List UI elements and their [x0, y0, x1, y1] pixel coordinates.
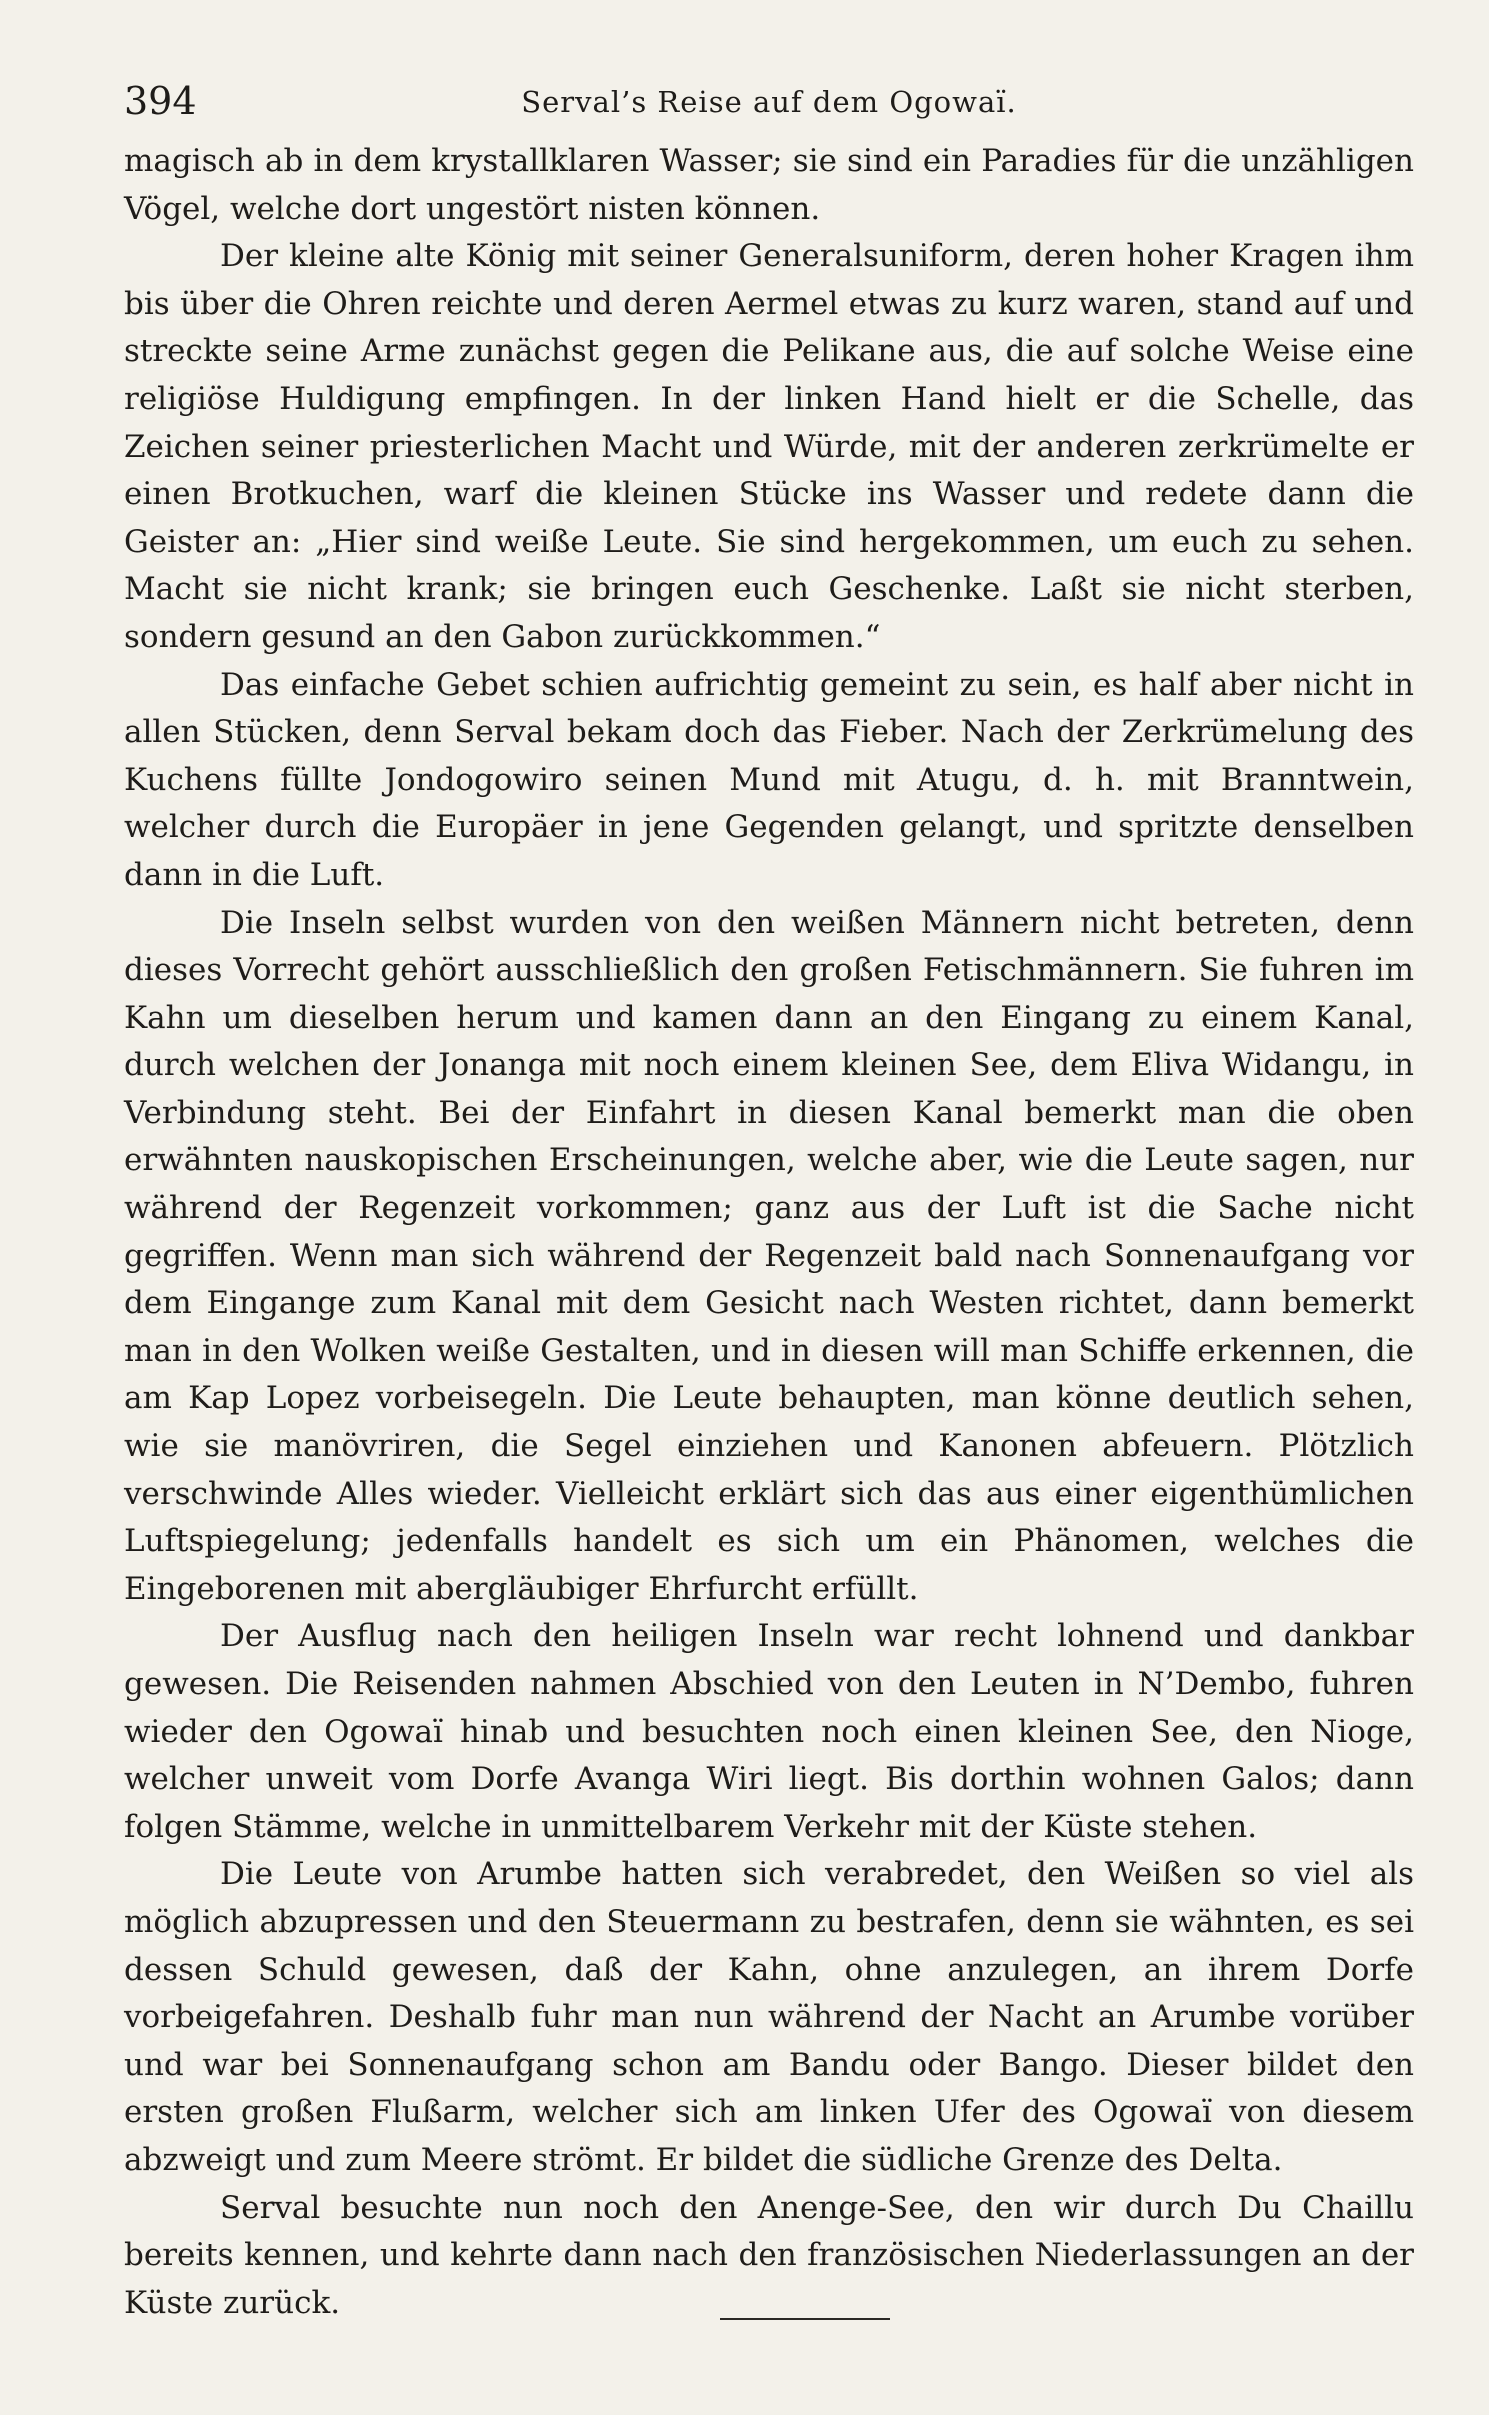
page-header	[124, 78, 1414, 124]
paragraph: Die Leute von Arumbe hatten sich verabredet, den Weißen so viel als möglich abzupressen und den Steuermann zu bestrafen, denn sie wähnten, es sei dessen Schuld gewesen, daß der Kahn, ohne anzulegen, an ihrem Dorfe vorbeigefahren. Deshalb fuhr man nun während der Nacht an Arumbe vorüber und war bei Sonnenaufgang schon am Bandu oder Bango. Dieser bildet den ersten großen Flußarm, welcher sich am linken Ufer des Ogowaï von diesem abzweigt und zum Meere strömt. Er bildet die südliche Grenze des Delta.	[124, 1856, 1414, 2178]
paragraph: Das einfache Gebet schien aufrichtig gemeint zu sein, es half aber nicht in allen Stücken, denn Serval bekam doch das Fieber. Nach der Zerkrümelung des Kuchens füllte Jondogowiro seinen Mund mit Atugu, d. h. mit Branntwein, welcher durch die Europäer in jene Gegenden gelangt, und spritzte denselben dann in die Luft.	[124, 666, 1414, 893]
paragraph: Die Inseln selbst wurden von den weißen Männern nicht betreten, denn dieses Vorrecht gehört ausschließlich den großen Fetischmännern. Sie fuhren im Kahn um dieselben herum und kamen dann an den Eingang zu einem Kanal, durch welchen der Jonanga mit noch einem kleinen See, dem Eliva Widangu, in Verbindung steht. Bei der Einfahrt in diesen Kanal bemerkt man die oben erwähnten nauskopischen Erscheinungen, welche aber, wie die Leute sagen, nur während der Regenzeit vorkommen; ganz aus der Luft ist die Sache nicht gegriffen. Wenn man sich während der Regenzeit bald nach Sonnenaufgang vor dem Eingange zum Kanal mit dem Gesicht nach Westen richtet, dann bemerkt man in den Wolken weiße Gestalten, und in diesen will man Schiffe erkennen, die am Kap Lopez vorbeisegeln. Die Leute behaupten, man könne deutlich sehen, wie sie manövriren, die Segel einziehen und Kanonen abfeuern. Plötzlich verschwinde Alles wieder. Vielleicht erklärt sich das aus einer eigenthümlichen Luftspiegelung; jedenfalls handelt es sich um ein Phänomen, welches die Eingeborenen mit abergläubiger Ehrfurcht erfüllt.	[124, 904, 1414, 1607]
book-page	[124, 78, 1414, 2327]
page-number: 394	[124, 79, 197, 123]
paragraph-continuation: magisch ab in dem krystallklaren Wasser; sie sind ein Paradies für die unzähligen Vögel, welche dort ungestört nisten können.	[124, 143, 1414, 227]
body-text	[124, 138, 1414, 2327]
paragraph: Der Ausflug nach den heiligen Inseln war recht lohnend und dankbar gewesen. Die Reisenden nahmen Abschied von den Leuten in N’Dembo, fuhren wieder den Ogowaï hinab und besuchten noch einen kleinen See, den Nioge, welcher unweit vom Dorfe Avanga Wiri liegt. Bis dorthin wohnen Galos; dann folgen Stämme, welche in unmittelbarem Verkehr mit der Küste stehen.	[124, 1618, 1414, 1845]
chapter-end-rule	[720, 2318, 890, 2320]
running-head: Serval’s Reise auf dem Ogowaï.	[521, 85, 1017, 119]
paragraph-final: Serval besuchte nun noch den Anenge-See, den wir durch Du Chaillu bereits kennen, und kehrte dann nach den französischen Niederlassungen an der Küste zurück.	[124, 2189, 1414, 2321]
paragraph: Der kleine alte König mit seiner Generalsuniform, deren hoher Kragen ihm bis über die Ohren reichte und deren Aermel etwas zu kurz waren, stand auf und streckte seine Arme zunächst gegen die Pelikane aus, die auf solche Weise eine religiöse Huldigung empfingen. In der linken Hand hielt er die Schelle, das Zeichen seiner priesterlichen Macht und Würde, mit der anderen zerkrümelte er einen Brotkuchen, warf die kleinen Stücke ins Wasser und redete dann die Geister an: „Hier sind weiße Leute. Sie sind hergekommen, um euch zu sehen. Macht sie nicht krank; sie bringen euch Geschenke. Laßt sie nicht sterben, sondern gesund an den Gabon zurückkommen.“	[124, 238, 1414, 655]
